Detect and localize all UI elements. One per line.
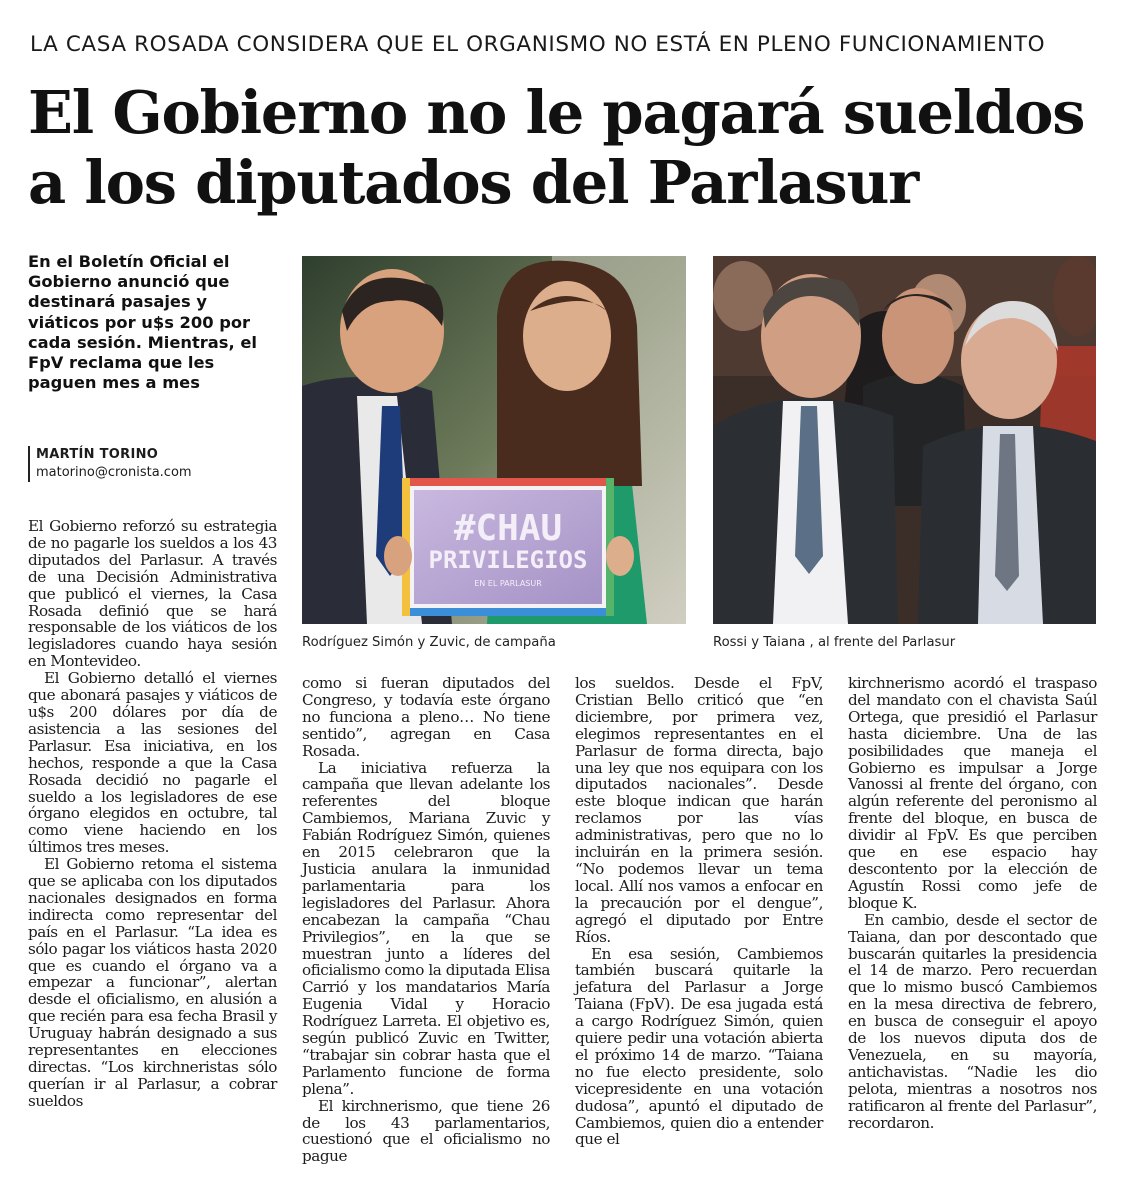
paragraph: En esa sesión, Cambiemos también buscará quitarle la jefatura del Parlasur a Jorge Taiana (FpV). De esa jugada está a cargo Rodríguez Simón, quien quiere pedir una votación abierta el próximo 14 de marzo. “Taiana no fue electo presidente, solo vicepresidente en una votación dudosa”, apuntó el diputado de Cambiemos, quien dio a entender que el [575,944,823,1149]
sign-text-3: EN EL PARLASUR [474,579,542,588]
sign-text-2: PRIVILEGIOS [428,546,588,574]
caption-campaign: Rodríguez Simón y Zuvic, de campaña [302,635,556,650]
author-email: matorino@cronista.com [36,465,192,480]
headline-line-2: a los diputados del Parlasur [28,148,919,217]
paragraph: En cambio, desde el sector de Taiana, dan por descontado que buscarán quitarles la presidencia el 14 de marzo. Pero recuerdan que lo mismo buscó Cambiemos en la mesa directiva de febrero, en busca de conseguir el apoyo de los nuevos diputa dos de Venezuela, en su mayoría, antichavistas. “Nadie les dio pelota, mientras a nosotros nos ratificaron al frente del Parlasur”, recordaron. [848,910,1097,1132]
kicker: LA CASA ROSADA CONSIDERA QUE EL ORGANISMO NO ESTÁ EN PLENO FUNCIONAMIENTO [30,32,1046,57]
caption-leaders: Rossi y Taiana , al frente del Parlasur [713,635,956,650]
photo-campaign [302,256,686,624]
paragraph: El Gobierno retoma el sistema que se aplicaba con los diputados nacionales designados en forma indirecta como representar del país en el Parlasur. “La idea es sólo pagar los viáticos hasta 2020 que es cuando el órgano va a empezar a funcionar”, alertan desde el oficialismo, en alusión a que recién para esa fecha Brasil y Uruguay habrán designado a sus representantes en elecciones directas. “Los kirchneristas sólo querían ir al Parlasur, a cobrar sueldos [28,855,277,1110]
body-column-3 [575,675,823,1148]
summary: En el Boletín Oficial el Gobierno anunció que destinará pasajes y viáticos por u$s 200 por cada sesión. Mientras, el FpV reclama que les paguen mes a mes [28,252,257,393]
paragraph: El kirchnerismo, que tiene 26 de los 43 parlamentarios, cuestionó que el oficialismo no pague [302,1096,550,1166]
headline-line-1: El Gobierno no le pagará sueldos [28,78,1085,147]
body-column-2 [302,675,550,1165]
paragraph: como si fueran diputados del Congreso, y todavía este órgano no funciona a pleno… No tiene sentido”, agregan en Casa Rosada. [302,674,550,760]
paragraph: La iniciativa refuerza la campaña que llevan adelante los referentes del bloque Cambiemos, Mariana Zuvic y Fabián Rodríguez Simón, quienes en 2015 celebraron que la Justicia anulara la inmunidad parlamentaria para los legisladores del Parlasur. Ahora encabezan la campaña “Chau Privilegios”, en la que se muestran junto a líderes del oficialismo como la diputada Elisa Carrió y los mandatarios María Eugenia Vidal y Horacio Rodríguez Larreta. El objetivo es, según publicó Zuvic en Twitter, “trabajar sin cobrar hasta que el Parlamento funcione de forma plena”. [302,758,550,1098]
headline [28,78,1118,218]
byline [28,446,284,482]
sign-text-1: #CHAU [453,508,563,549]
photo-leaders [713,256,1096,624]
paragraph: El Gobierno reforzó su estrategia de no pagarle los sueldos a los 43 diputados del Parlasur. A través de una Decisión Administrativa que publicó el viernes, la Casa Rosada definió que se hará responsable de los viáticos de los legisladores cuando haya sesión en Montevideo. [28,517,277,671]
paragraph: kirchnerismo acordó el traspaso del mandato con el chavista Saúl Ortega, que presidió el Parlasur hasta diciembre. Una de las posibilidades que maneja el Gobierno es impulsar a Jorge Vanossi al frente del órgano, con algún referente del peronismo al frente del bloque, en busca de dividir al FpV. Es que perciben que en ese espacio hay descontento por la elección de Agustín Rossi como jefe de bloque K. [848,674,1097,912]
photo-leaders-image [713,256,1096,624]
author-name: MARTÍN TORINO [36,447,159,462]
body-column-4 [848,675,1097,1131]
paragraph: El Gobierno detalló el viernes que abonará pasajes y viáticos de u$s 200 dólares por día de asistencia a las sesiones del Parlasur. Esa iniciativa, en los hechos, responde a que la Casa Rosada decidió no pagarle el sueldo a los legisladores de ese órgano elegidos en octubre, tal como viene haciendo en los últimos tres meses. [28,669,277,857]
photo-campaign-image [302,256,686,624]
body-column-1 [28,518,277,1110]
paragraph: los sueldos. Desde el FpV, Cristian Bello criticó que “en diciembre, por primera vez, elegimos representantes en el Parlasur de forma directa, bajo una ley que nos equipara con los diputados nacionales”. Desde este bloque indican que harán reclamos por las vías administrativas, pero que no lo incluirán en la primera sesión. “No podemos llevar un tema local. Allí nos vamos a enfocar en la precaución por el dengue”, agregó el diputado por Entre Ríos. [575,674,823,946]
